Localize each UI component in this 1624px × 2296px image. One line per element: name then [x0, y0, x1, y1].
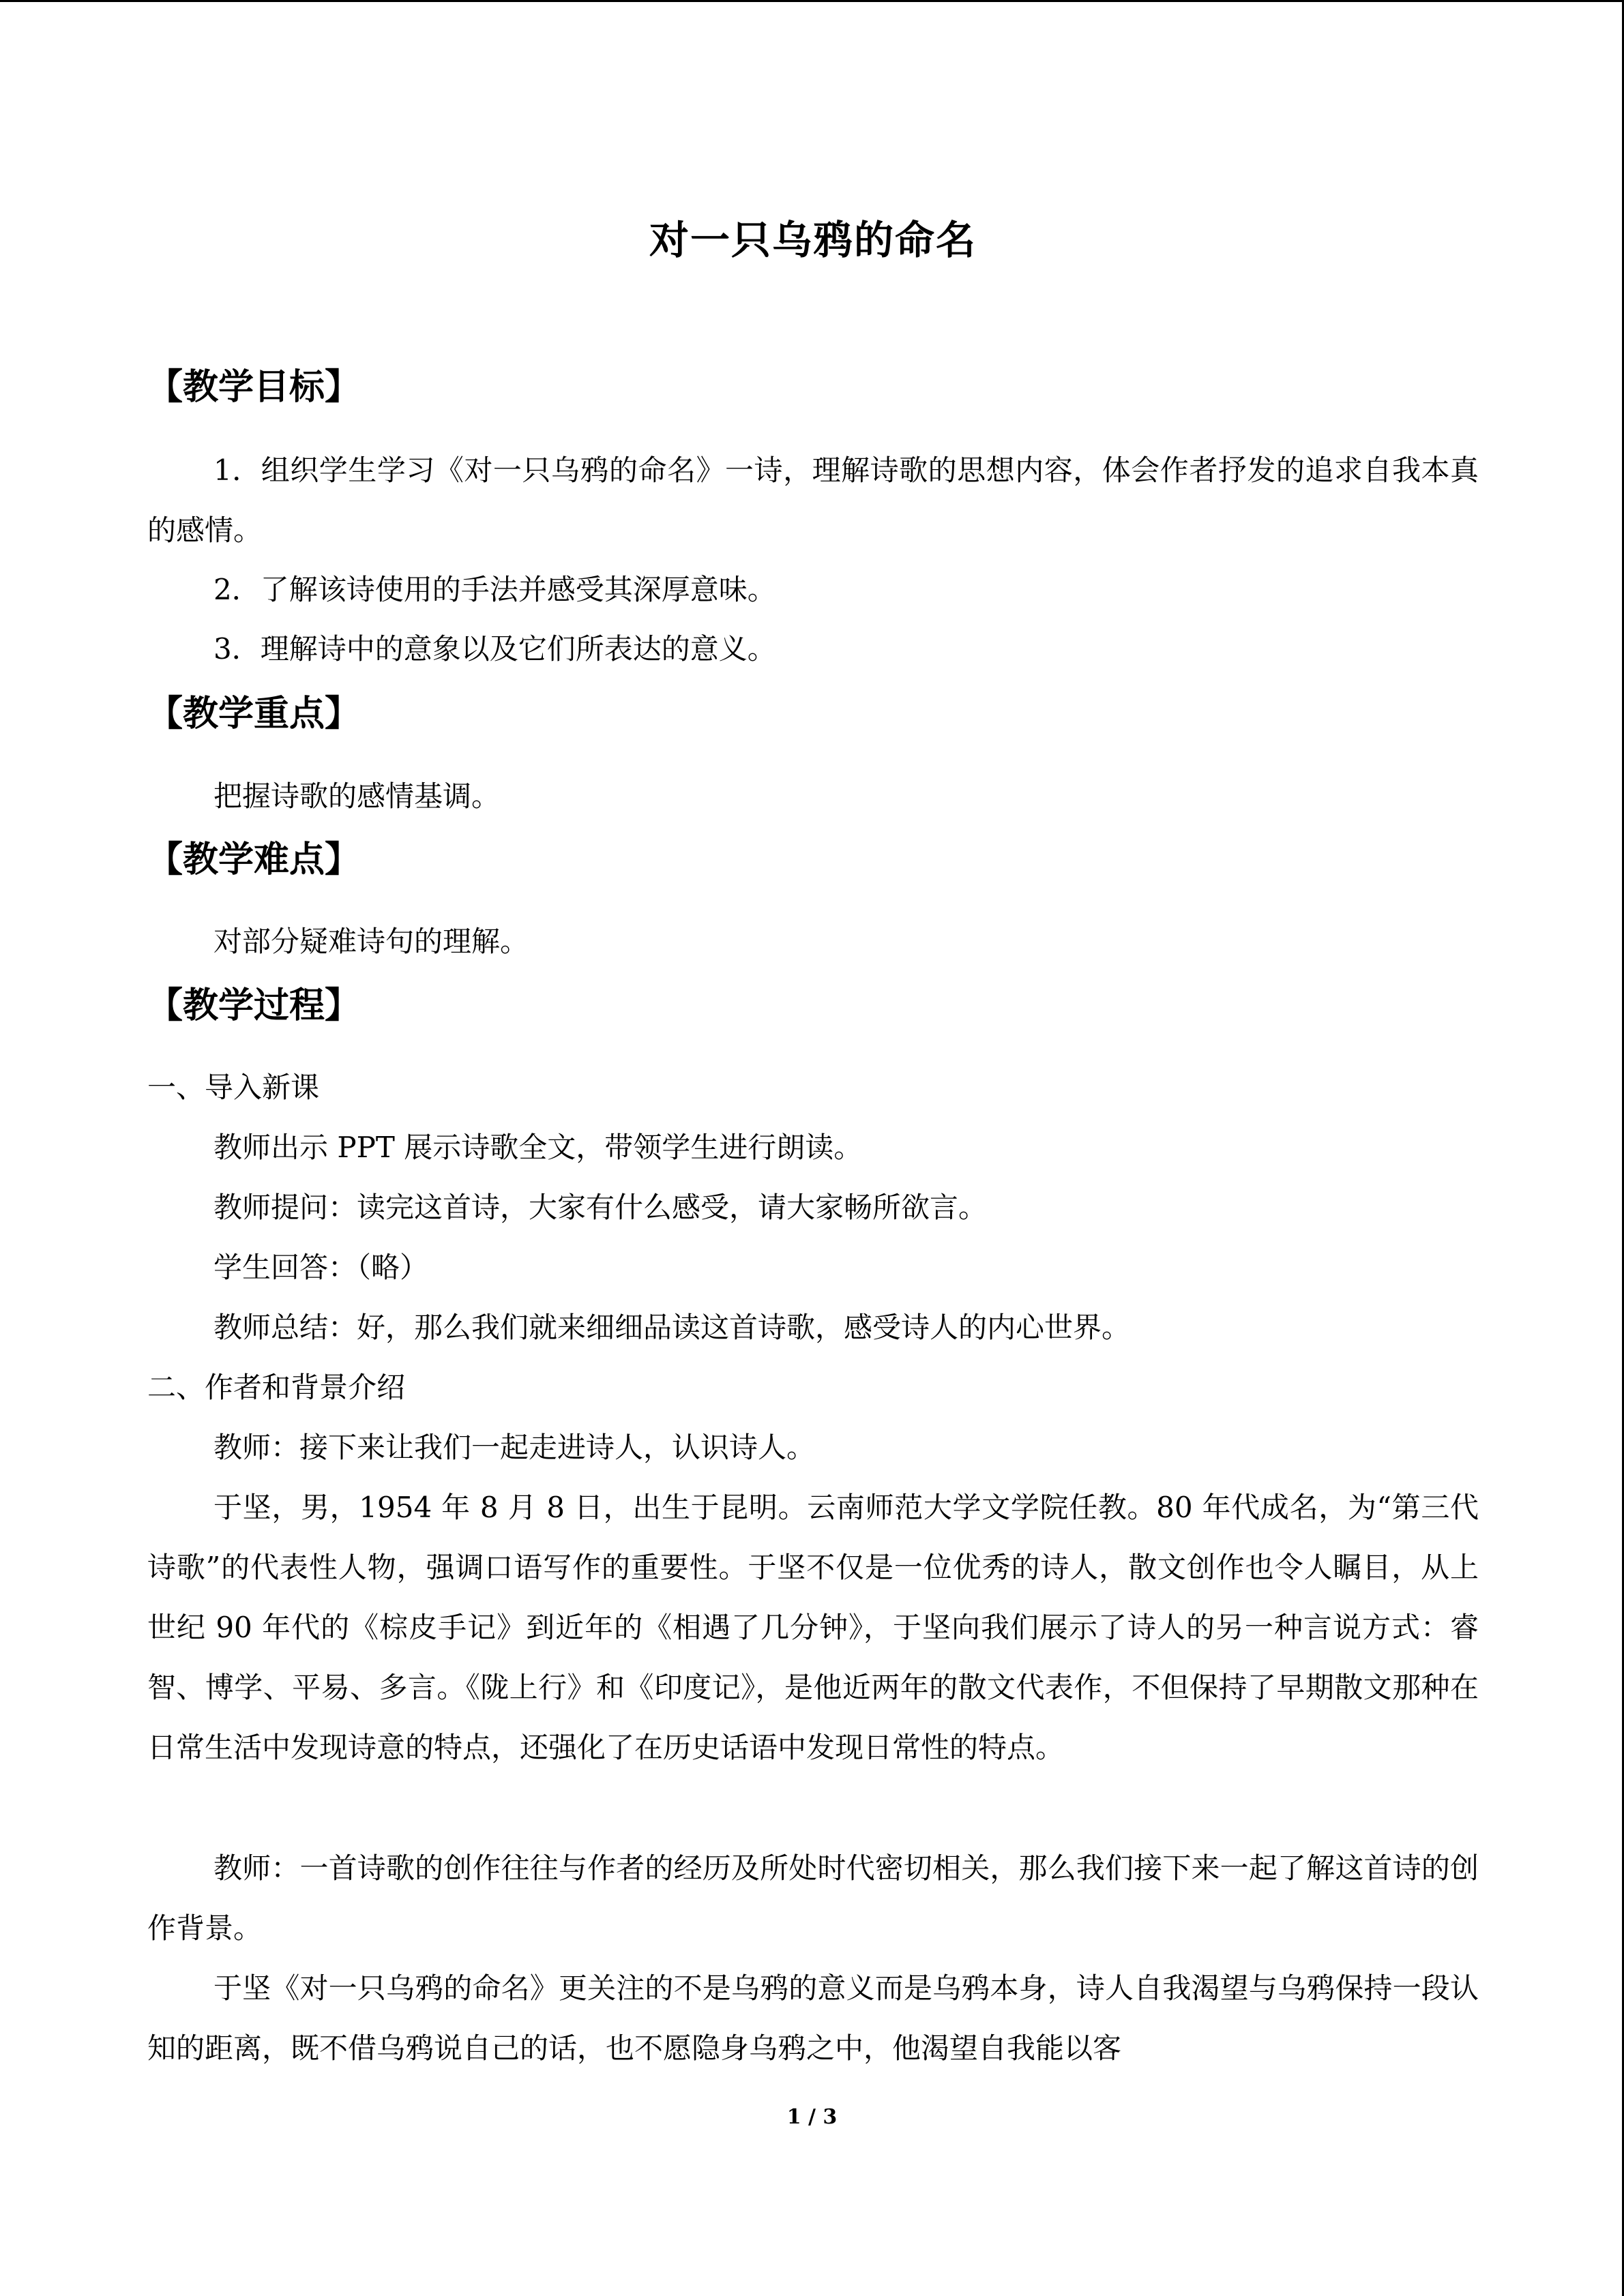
- page-number: 1 / 3: [786, 2105, 838, 2129]
- author-bio-paragraph: 于坚，男，1954 年 8 月 8 日，出生于昆明。云南师范大学文学院任教。80 年代成名，为“第三代诗歌”的代表性人物，强调口语写作的重要性。于坚不仅是一位优秀的诗人，散文创作也令人瞩目，从上世纪 90 年代的《棕皮手记》到近年的《相遇了几分钟》，于坚向我们展示了诗人的另一种言说方式：睿智、博学、平易、多言。《陇上行》和《印度记》，是他近两年的散文代表作，不但保持了早期散文那种在日常生活中发现诗意的特点，还强化了在历史话语中发现日常性的特点。: [147, 1491, 1479, 1764]
- document-title: 对一只乌鸦的命名: [649, 217, 977, 263]
- process-part2-line-1: 教师：接下来让我们一起走进诗人，认识诗人。: [213, 1431, 816, 1464]
- process-part2-line-3: 教师：一首诗歌的创作往往与作者的经历及所处时代密切相关，那么我们接下来一起了解这首诗的创作背景。: [147, 1851, 1479, 1945]
- objectives-heading: 【教学目标】: [147, 367, 361, 408]
- process-heading: 【教学过程】: [147, 985, 361, 1026]
- page-top-border: [0, 0, 1624, 2]
- difficulties-heading: 【教学难点】: [147, 839, 361, 880]
- process-part1-line-1: 教师出示 PPT 展示诗歌全文，带领学生进行朗读。: [213, 1131, 863, 1164]
- process-part1-line-3: 学生回答：（略）: [213, 1251, 429, 1284]
- key-points-text: 把握诗歌的感情基调。: [213, 779, 501, 813]
- process-part1-title: 一、导入新课: [147, 1071, 320, 1104]
- process-part1-line-2: 教师提问：读完这首诗，大家有什么感受，请大家畅所欲言。: [213, 1191, 988, 1224]
- objective-item-2: 2．了解该诗使用的手法并感受其深厚意味。: [213, 573, 776, 606]
- process-part2-title: 二、作者和背景介绍: [147, 1371, 406, 1404]
- process-part1-line-4: 教师总结：好，那么我们就来细细品读这首诗歌，感受诗人的内心世界。: [213, 1311, 1131, 1344]
- difficulties-text: 对部分疑难诗句的理解。: [213, 925, 529, 958]
- objective-item-3: 3．理解诗中的意象以及它们所表达的意义。: [213, 632, 776, 666]
- background-paragraph: 于坚《对一只乌鸦的命名》更关注的不是乌鸦的意义而是乌鸦本身，诗人自我渴望与乌鸦保持一段认知的距离，既不借乌鸦说自己的话，也不愿隐身乌鸦之中，他渴望自我能以客: [147, 1971, 1479, 2065]
- objective-item-1: 1．组织学生学习《对一只乌鸦的命名》一诗，理解诗歌的思想内容，体会作者抒发的追求自我本真的感情。: [147, 453, 1479, 547]
- key-points-heading: 【教学重点】: [147, 694, 361, 734]
